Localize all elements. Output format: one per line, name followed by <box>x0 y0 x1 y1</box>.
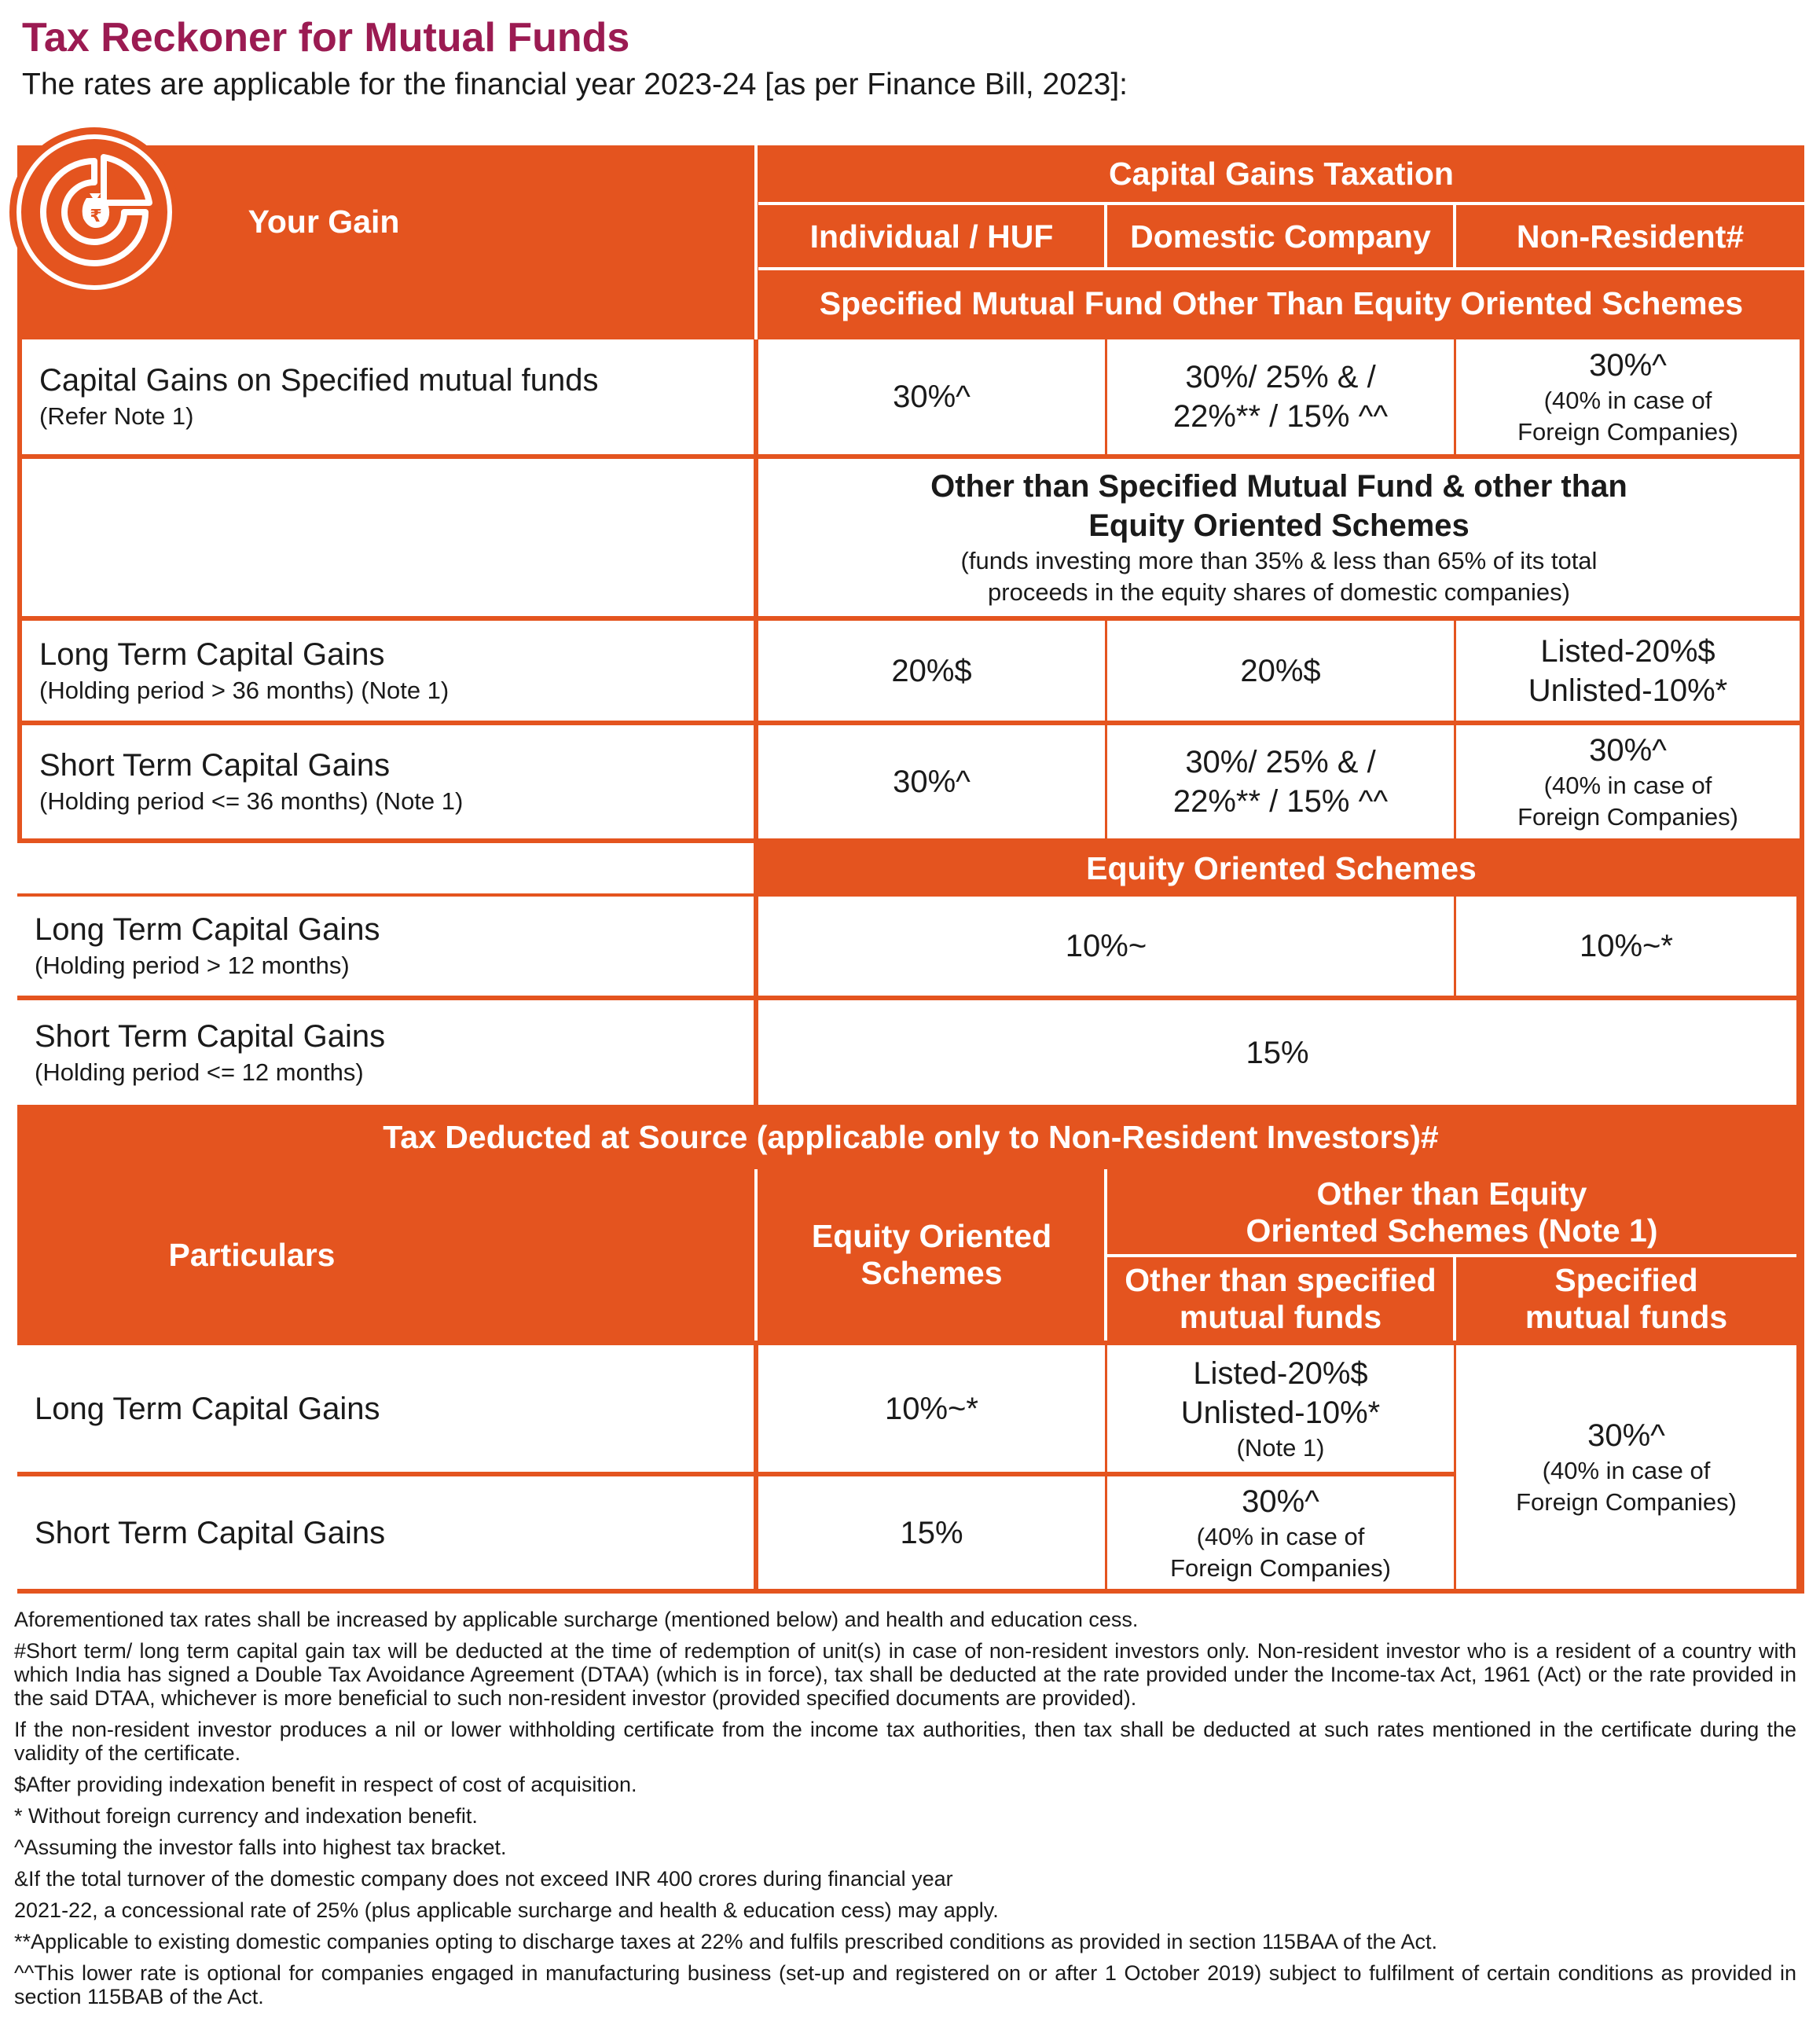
page-subtitle: The rates are applicable for the financial year 2023-24 [as per Finance Bill, 2023]: <box>22 68 1128 101</box>
equity-ltcg-resident: 10%~ <box>758 897 1454 996</box>
tds-stcg-equity: 15% <box>758 1476 1105 1589</box>
other-stcg-nonres: 30%^ (40% in case of Foreign Companies) <box>1456 725 1800 838</box>
footnote: Aforementioned tax rates shall be increased by applicable surcharge (mentioned below) and health and education cess. <box>14 1608 1139 1631</box>
tds-specified-value: 30%^ (40% in case of Foreign Companies) <box>1456 1345 1796 1589</box>
other-ltcg-label: Long Term Capital Gains (Holding period > 36 months) (Note 1) <box>22 621 754 721</box>
rupee-money-bag-pie-chart-icon <box>8 126 181 299</box>
footnote: $After providing indexation benefit in respect of cost of acquisition. <box>14 1773 637 1796</box>
tds-specified-header: Specified mutual funds <box>1456 1257 1796 1341</box>
equity-section-header: Equity Oriented Schemes <box>758 843 1804 893</box>
equity-stcg-label: Short Term Capital Gains (Holding period <= 12 months) <box>17 1000 754 1105</box>
other-stcg-individual: 30%^ <box>758 725 1105 838</box>
footnote: #Short term/ long term capital gain tax will be deducted at the time of redemption of unit(s) in case of non-resident investors only. Non-resident investor who is a resident of a country with which India has signed a Double Tax Avoidance Agreement (DTAA) (which is in force), tax shall be deducted at the rate provided under the Income-tax Act, 1961 (Act) or the rate provided in the said DTAA, whichever is more beneficial to such non-resident investor (provided specified documents are provided). <box>14 1639 1796 1710</box>
footnotes <box>14 1608 1796 2016</box>
other-ltcg-domestic: 20%$ <box>1107 621 1454 721</box>
tds-ltcg-equity: 10%~* <box>758 1345 1105 1472</box>
other-section-header: Other than Specified Mutual Fund & other than Equity Oriented Schemes (funds investing more than 35% & less than 65% of its total proceeds in the equity shares of domestic companies) <box>758 459 1800 616</box>
other-ltcg-individual: 20%$ <box>758 621 1105 721</box>
non-resident-header: Non-Resident# <box>1456 205 1804 268</box>
equity-ltcg-nonres: 10%~* <box>1456 897 1796 996</box>
tds-stcg-label: Short Term Capital Gains <box>17 1476 754 1589</box>
tds-equity-header: Equity Oriented Schemes <box>758 1169 1105 1341</box>
tds-ltcg-other: Listed-20%$ Unlisted-10%* (Note 1) <box>1107 1345 1454 1472</box>
equity-section-blank <box>17 843 754 893</box>
other-stcg-label: Short Term Capital Gains (Holding period <= 36 months) (Note 1) <box>22 725 754 838</box>
other-section-blank <box>22 459 754 616</box>
capital-gains-taxation-header: Capital Gains Taxation <box>758 145 1804 203</box>
specified-row-individual: 30%^ <box>758 339 1105 454</box>
other-stcg-domestic: 30%/ 25% & / 22%** / 15% ^^ <box>1107 725 1454 838</box>
equity-ltcg-label: Long Term Capital Gains (Holding period > 12 months) <box>17 897 754 996</box>
footnote: 2021-22, a concessional rate of 25% (plus applicable surcharge and health & education cess) may apply. <box>14 1898 999 1922</box>
footnote: &If the total turnover of the domestic company does not exceed INR 400 crores during financial year <box>14 1867 953 1891</box>
tds-title: Tax Deducted at Source (applicable only to Non-Resident Investors)# <box>17 1106 1804 1168</box>
footnote: * Without foreign currency and indexation benefit. <box>14 1804 478 1828</box>
tds-stcg-other: 30%^ (40% in case of Foreign Companies) <box>1107 1476 1454 1589</box>
your-gain-header: Your Gain <box>17 145 756 338</box>
other-ltcg-nonres: Listed-20%$ Unlisted-10%* <box>1456 621 1800 721</box>
specified-row-label: Capital Gains on Specified mutual funds (Refer Note 1) <box>22 339 754 454</box>
svg-text:₹: ₹ <box>90 207 102 226</box>
footnote: ^^This lower rate is optional for companies engaged in manufacturing business (set-up and registered on or after 1 October 2019) subject to fulfilment of certain conditions as provided in section 115BAB of the Act. <box>14 1961 1796 2008</box>
specified-row-nonres: 30%^ (40% in case of Foreign Companies) <box>1456 339 1800 454</box>
tds-ltcg-label: Long Term Capital Gains <box>17 1345 754 1472</box>
page-title: Tax Reckoner for Mutual Funds <box>22 15 630 61</box>
footnote: ^Assuming the investor falls into highest tax bracket. <box>14 1836 507 1859</box>
footnote: If the non-resident investor produces a nil or lower withholding certificate from the income tax authorities, then tax shall be deducted at such rates mentioned in the certificate during the validity of the certificate. <box>14 1718 1796 1765</box>
tds-other-header: Other than Equity Oriented Schemes (Note 1) <box>1107 1169 1796 1255</box>
specified-section-header: Specified Mutual Fund Other Than Equity Oriented Schemes <box>758 270 1804 336</box>
footnote: **Applicable to existing domestic companies opting to discharge taxes at 22% and fulfils prescribed conditions as provided in section 115BAA of the Act. <box>14 1930 1438 1953</box>
individual-huf-header: Individual / HUF <box>758 205 1105 268</box>
specified-row-domestic: 30%/ 25% & / 22%** / 15% ^^ <box>1107 339 1454 454</box>
tds-other-than-specified-header: Other than specified mutual funds <box>1107 1257 1454 1341</box>
domestic-company-header: Domestic Company <box>1107 205 1454 268</box>
tds-particulars-header: Particulars <box>17 1169 754 1341</box>
equity-stcg-all: 15% <box>758 1000 1796 1105</box>
